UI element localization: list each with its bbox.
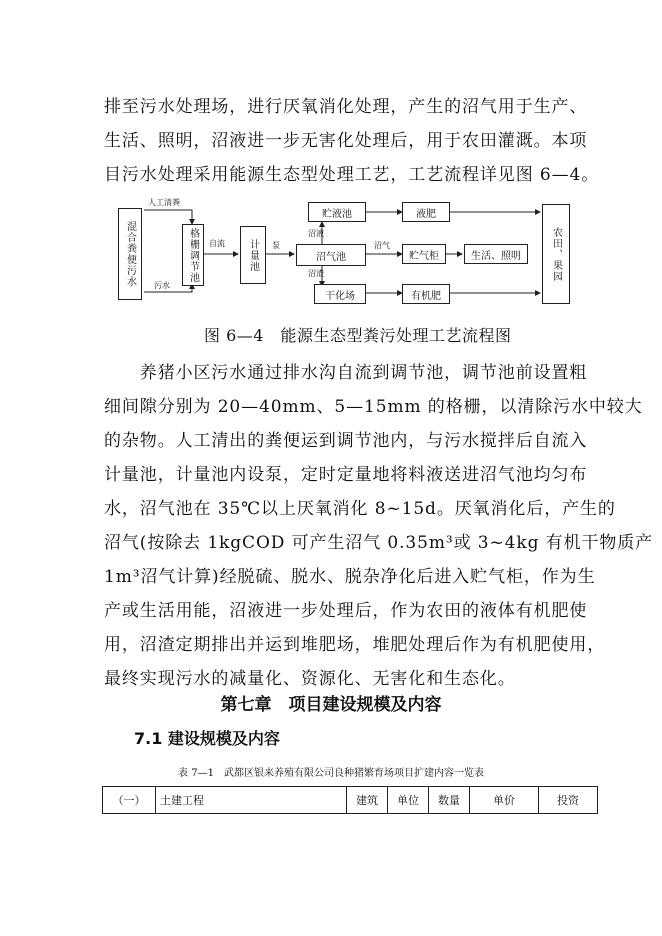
paragraph-line: 水，沼气池在 35℃以上厌氧消化 8~15d。厌氧消化后，产生的 xyxy=(104,499,616,519)
table-cell: 单价 xyxy=(470,787,539,814)
paragraph-line: 产或生活用能，沼液进一步处理后，作为农田的液体有机肥使 xyxy=(104,601,588,621)
slurry-up-label: 沼液 xyxy=(308,229,324,238)
paragraph-line: 沼气(按除去 1kgCOD 可产生沼气 0.35m³或 3~4kg 有机干物质产 xyxy=(104,533,654,553)
farmland-orchard-box: 农田、果园 xyxy=(542,204,570,304)
paragraph-line: 最终实现污水的减量化、资源化、无害化和生态化。 xyxy=(104,669,516,689)
process-flowchart xyxy=(104,194,604,312)
paragraph-line: 生活、照明，沼液进一步无害化处理后，用于农田灌溉。本项 xyxy=(104,131,588,151)
table-cell: 土建工程 xyxy=(156,787,347,814)
mixed-sewage-box: 混合粪便污水 xyxy=(118,208,142,300)
liquid-fertilizer-box: 液肥 xyxy=(402,202,450,222)
storage-pool-box: 贮液池 xyxy=(308,202,366,222)
paragraph-line: 1m³沼气计算)经脱硫、脱水、脱杂净化后进入贮气柜，作为生 xyxy=(104,567,596,587)
table-cell: （一） xyxy=(103,787,156,814)
paragraph-line: 细间隙分别为 20—40mm、5—15mm 的格栅，以清除污水中较大 xyxy=(104,397,643,417)
paragraph-line: 目污水处理采用能源生态型处理工艺，工艺流程详见图 6—4。 xyxy=(104,165,600,185)
paragraph-line: 排至污水处理场，进行厌氧消化处理，产生的沼气用于生产、 xyxy=(104,97,588,117)
paragraph-line: 养猪小区污水通过排水沟自流到调节池，调节池前设置粗 xyxy=(104,363,588,383)
construction-table xyxy=(102,786,598,814)
chapter-title: 第七章 项目建设规模及内容 xyxy=(220,695,442,715)
drying-yard-box: 干化场 xyxy=(314,284,366,304)
biogas-pool-box: 沼气池 xyxy=(296,244,366,266)
figure-caption: 图 6—4 能源生态型粪污处理工艺流程图 xyxy=(204,326,512,345)
table-caption: 表 7—1 武都区银来养殖有限公司良种猪繁育场项目扩建内容一览表 xyxy=(178,768,484,779)
flow-label: 自流 xyxy=(209,239,225,248)
gas-holder-box: 贮气柜 xyxy=(402,244,446,264)
table-cell: 数量 xyxy=(429,787,470,814)
table-cell: 投资 xyxy=(539,787,598,814)
life-lighting-box: 生活、照明 xyxy=(464,244,528,264)
paragraph-line: 的杂物。人工清出的粪便运到调节池内，与污水搅拌后自流入 xyxy=(104,431,588,451)
sewage-label: 污水 xyxy=(154,281,170,290)
biogas-label: 沼气 xyxy=(374,241,390,250)
paragraph-line: 计量池，计量池内设泵，定时定量地将料液送进沼气池均匀布 xyxy=(104,465,588,485)
table-cell: 单位 xyxy=(388,787,429,814)
paragraph-line: 用，沼渣定期排出并运到堆肥场，堆肥处理后作为有机肥使用， xyxy=(104,635,606,655)
manual-clear-label: 人工清粪 xyxy=(148,198,180,207)
slurry-down-label: 沼渣 xyxy=(308,269,324,278)
pump-label: 泵 xyxy=(272,241,280,250)
table-row xyxy=(103,787,598,814)
section-title: 7.1 建设规模及内容 xyxy=(134,729,280,748)
metering-pool-box: 计量池 xyxy=(240,226,266,284)
organic-fertilizer-box: 有机肥 xyxy=(402,284,450,304)
table-cell: 建筑 xyxy=(347,787,388,814)
grid-regulating-pool-box: 格栅调节池 xyxy=(182,224,204,286)
